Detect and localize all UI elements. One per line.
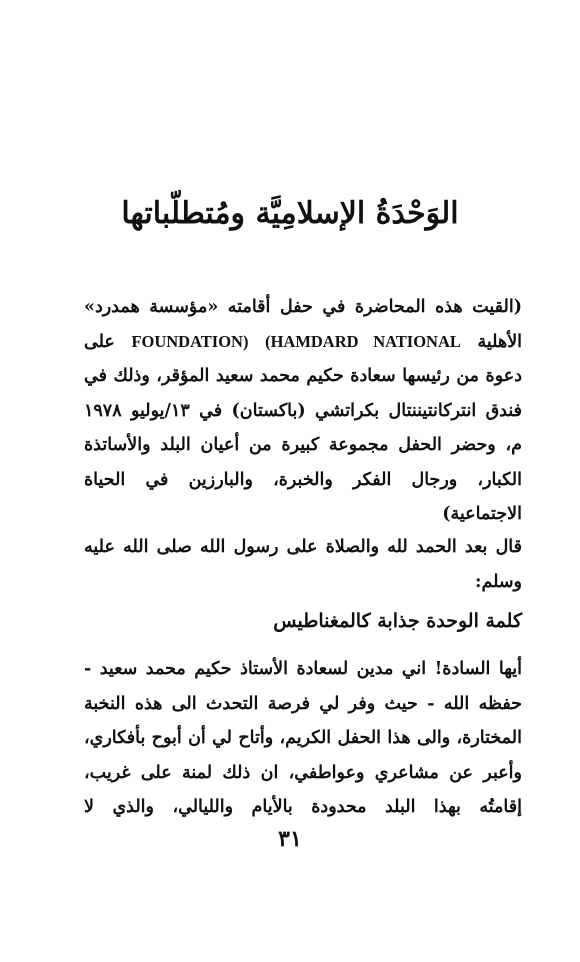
section-heading: كلمة الوحدة جذابة كالمغناطيس <box>273 610 522 632</box>
intro-note <box>84 290 522 532</box>
page-number: ٣١ <box>278 826 302 852</box>
intro-org-english-2: FOUNDATION) <box>131 331 249 351</box>
intro-org-english-1: (HAMDARD NATIONAL <box>265 331 461 351</box>
body-paragraph: أيها السادة! اني مدين لسعادة الأستاذ حكيم محمد سعيد - حفظه الله - حيث وفر لي فرصة التحدث الى هذه النخبة المختارة، والى هذا الحفل الكريم، وأتاح لي أن أبوح بأفكاري، وأعبر عن مشاعري وعواطفي، ان ذلك لمنة على غريب، إقامتُه بهذا البلد محدودة بالأيام والليالي، والذي لا <box>84 659 522 817</box>
intro-text-part1: (القيت هذه المحاضرة في حفل أقامته «مؤسسة همدرد» الأهلية <box>84 297 523 352</box>
intro-text-part2: على دعوة من رئيسها سعادة حكيم محمد سعيد المؤقر، وذلك في فندق انتركانتيننتال بكراتشي (باكستان) في ١٣/يوليو ١٩٧٨ م، وحضر الحفل مجموعة كبيرة من أعيان البلد والأساتذة الكبار، ورجال الفكر والخبرة، والبارزين في الحياة الاجتماعية) <box>84 331 522 524</box>
chapter-title: الوَحْدَةُ الإسلامِيَّة ومُتطلّباتها <box>121 196 459 231</box>
opening-salutation: قال بعد الحمد لله والصلاة على رسول الله صلى الله عليه وسلم: <box>84 537 522 592</box>
